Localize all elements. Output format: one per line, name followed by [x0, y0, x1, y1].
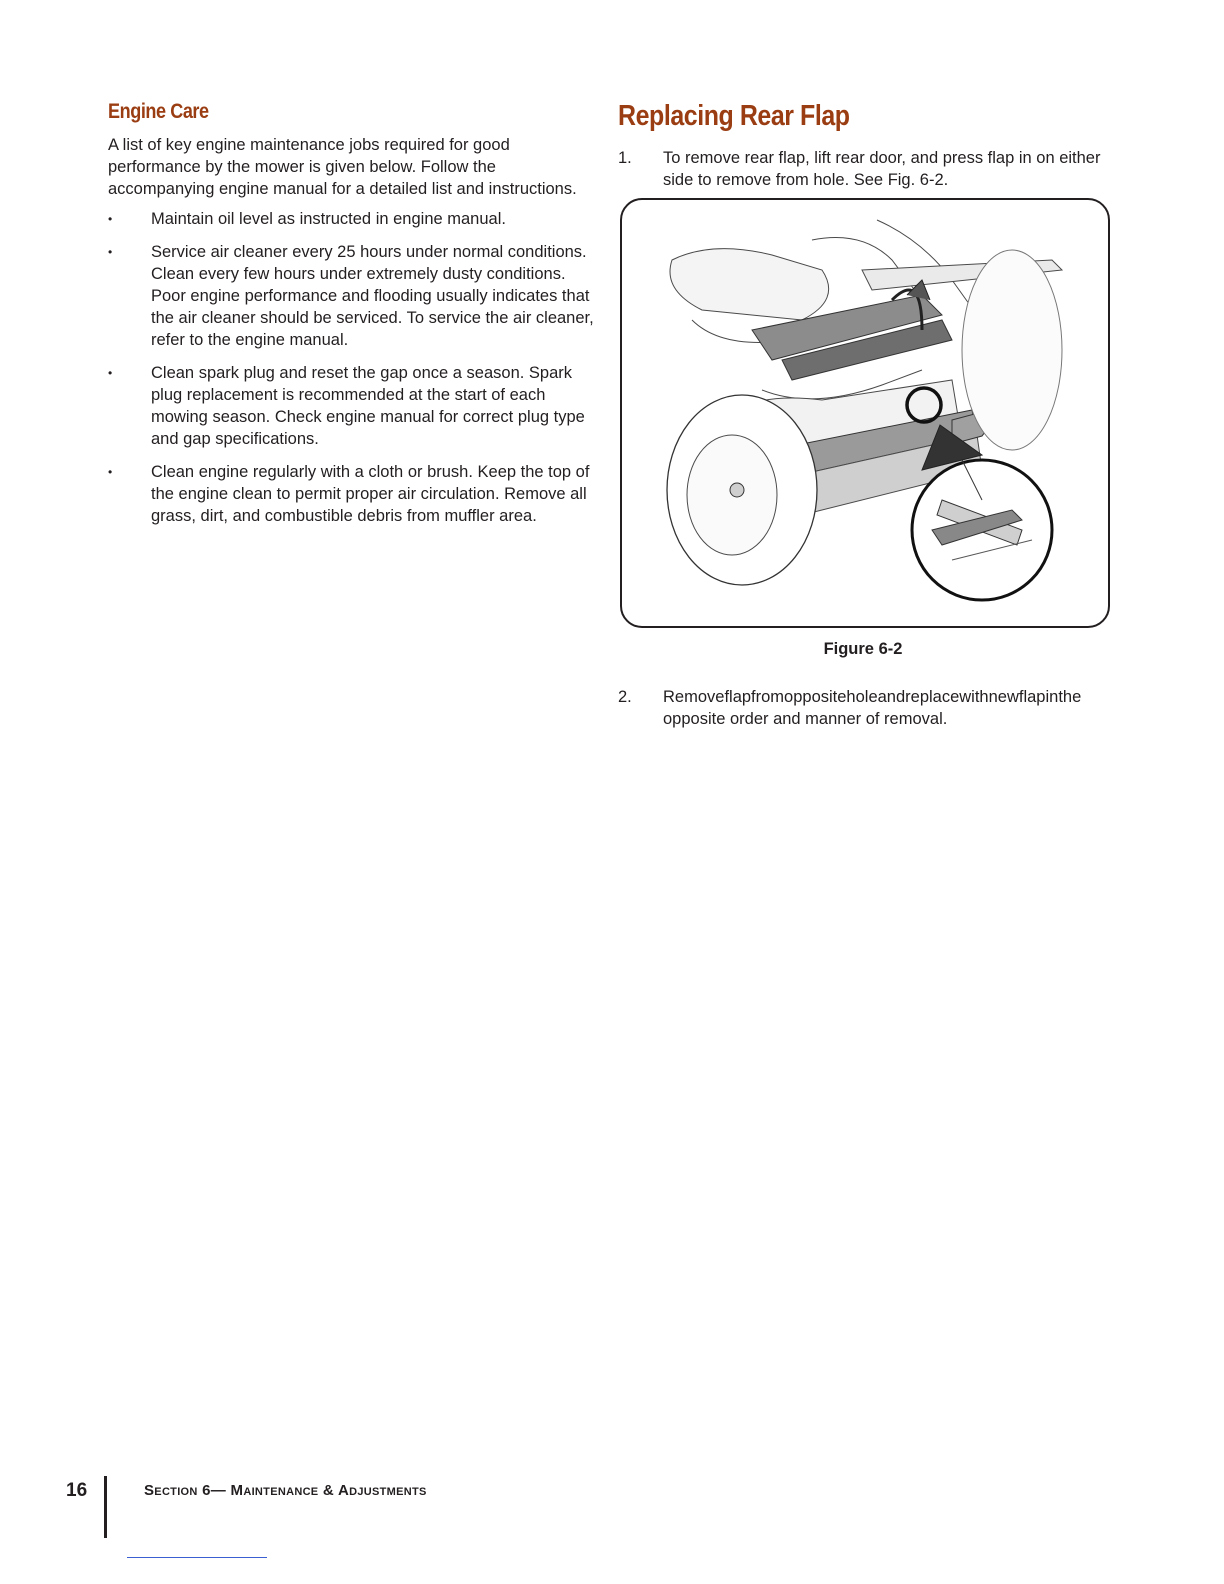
bullet-icon: • — [108, 465, 113, 479]
figure-caption: Figure 6-2 — [823, 640, 903, 658]
bottom-rule — [127, 1557, 267, 1558]
engine-care-section — [108, 100, 598, 538]
engine-care-heading: Engine Care — [108, 100, 209, 123]
bullet-icon: • — [108, 245, 113, 259]
figure-6-2-illustration — [620, 198, 1110, 628]
bullet-icon: • — [108, 366, 113, 380]
step-number: 2. — [618, 688, 632, 706]
step-text: To remove rear flap, lift rear door, and press flap in on either side to remove from hole. See Fig. 6-2. — [663, 149, 1101, 189]
list-item: • Maintain oil level as instructed in engine manual. — [108, 210, 506, 228]
section-title: Section 6— Maintenance & Adjustments — [144, 1482, 427, 1499]
rear-flap-step-2-block — [618, 686, 1108, 730]
mower-rear-flap-icon — [622, 200, 1108, 626]
rear-flap-section — [618, 100, 1108, 191]
list-item: • Service air cleaner every 25 hours under normal conditions. Clean every few hours under extremely dusty conditions. Poor engine performance and flooding usually indicates that the air cleaner should be serviced. To service the air cleaner, refer to the engine manual. — [108, 243, 594, 349]
rear-flap-heading: Replacing Rear Flap — [618, 100, 850, 132]
footer-divider — [104, 1476, 107, 1538]
engine-care-list — [108, 208, 598, 527]
list-item: • Clean spark plug and reset the gap once a season. Spark plug replacement is recommended at the start of each mowing season. Check engine manual for correct plug type and gap specifications. — [108, 364, 585, 448]
step-1 — [618, 147, 1108, 191]
step-2 — [618, 686, 1108, 730]
engine-care-intro: A list of key engine maintenance jobs required for good performance by the mower is given below. Follow the accompanying engine manual for a detailed list and instructions. — [108, 136, 577, 198]
bullet-icon: • — [108, 212, 113, 226]
list-item: • Clean engine regularly with a cloth or brush. Keep the top of the engine clean to permit proper air circulation. Remove all grass, dirt, and combustible debris from muffler area. — [108, 463, 590, 525]
step-text: Removeflapfromoppositeholeandreplacewithnewflapinthe opposite order and manner of removal. — [663, 688, 1082, 728]
page-number: 16 — [66, 1480, 88, 1501]
step-number: 1. — [618, 149, 632, 167]
